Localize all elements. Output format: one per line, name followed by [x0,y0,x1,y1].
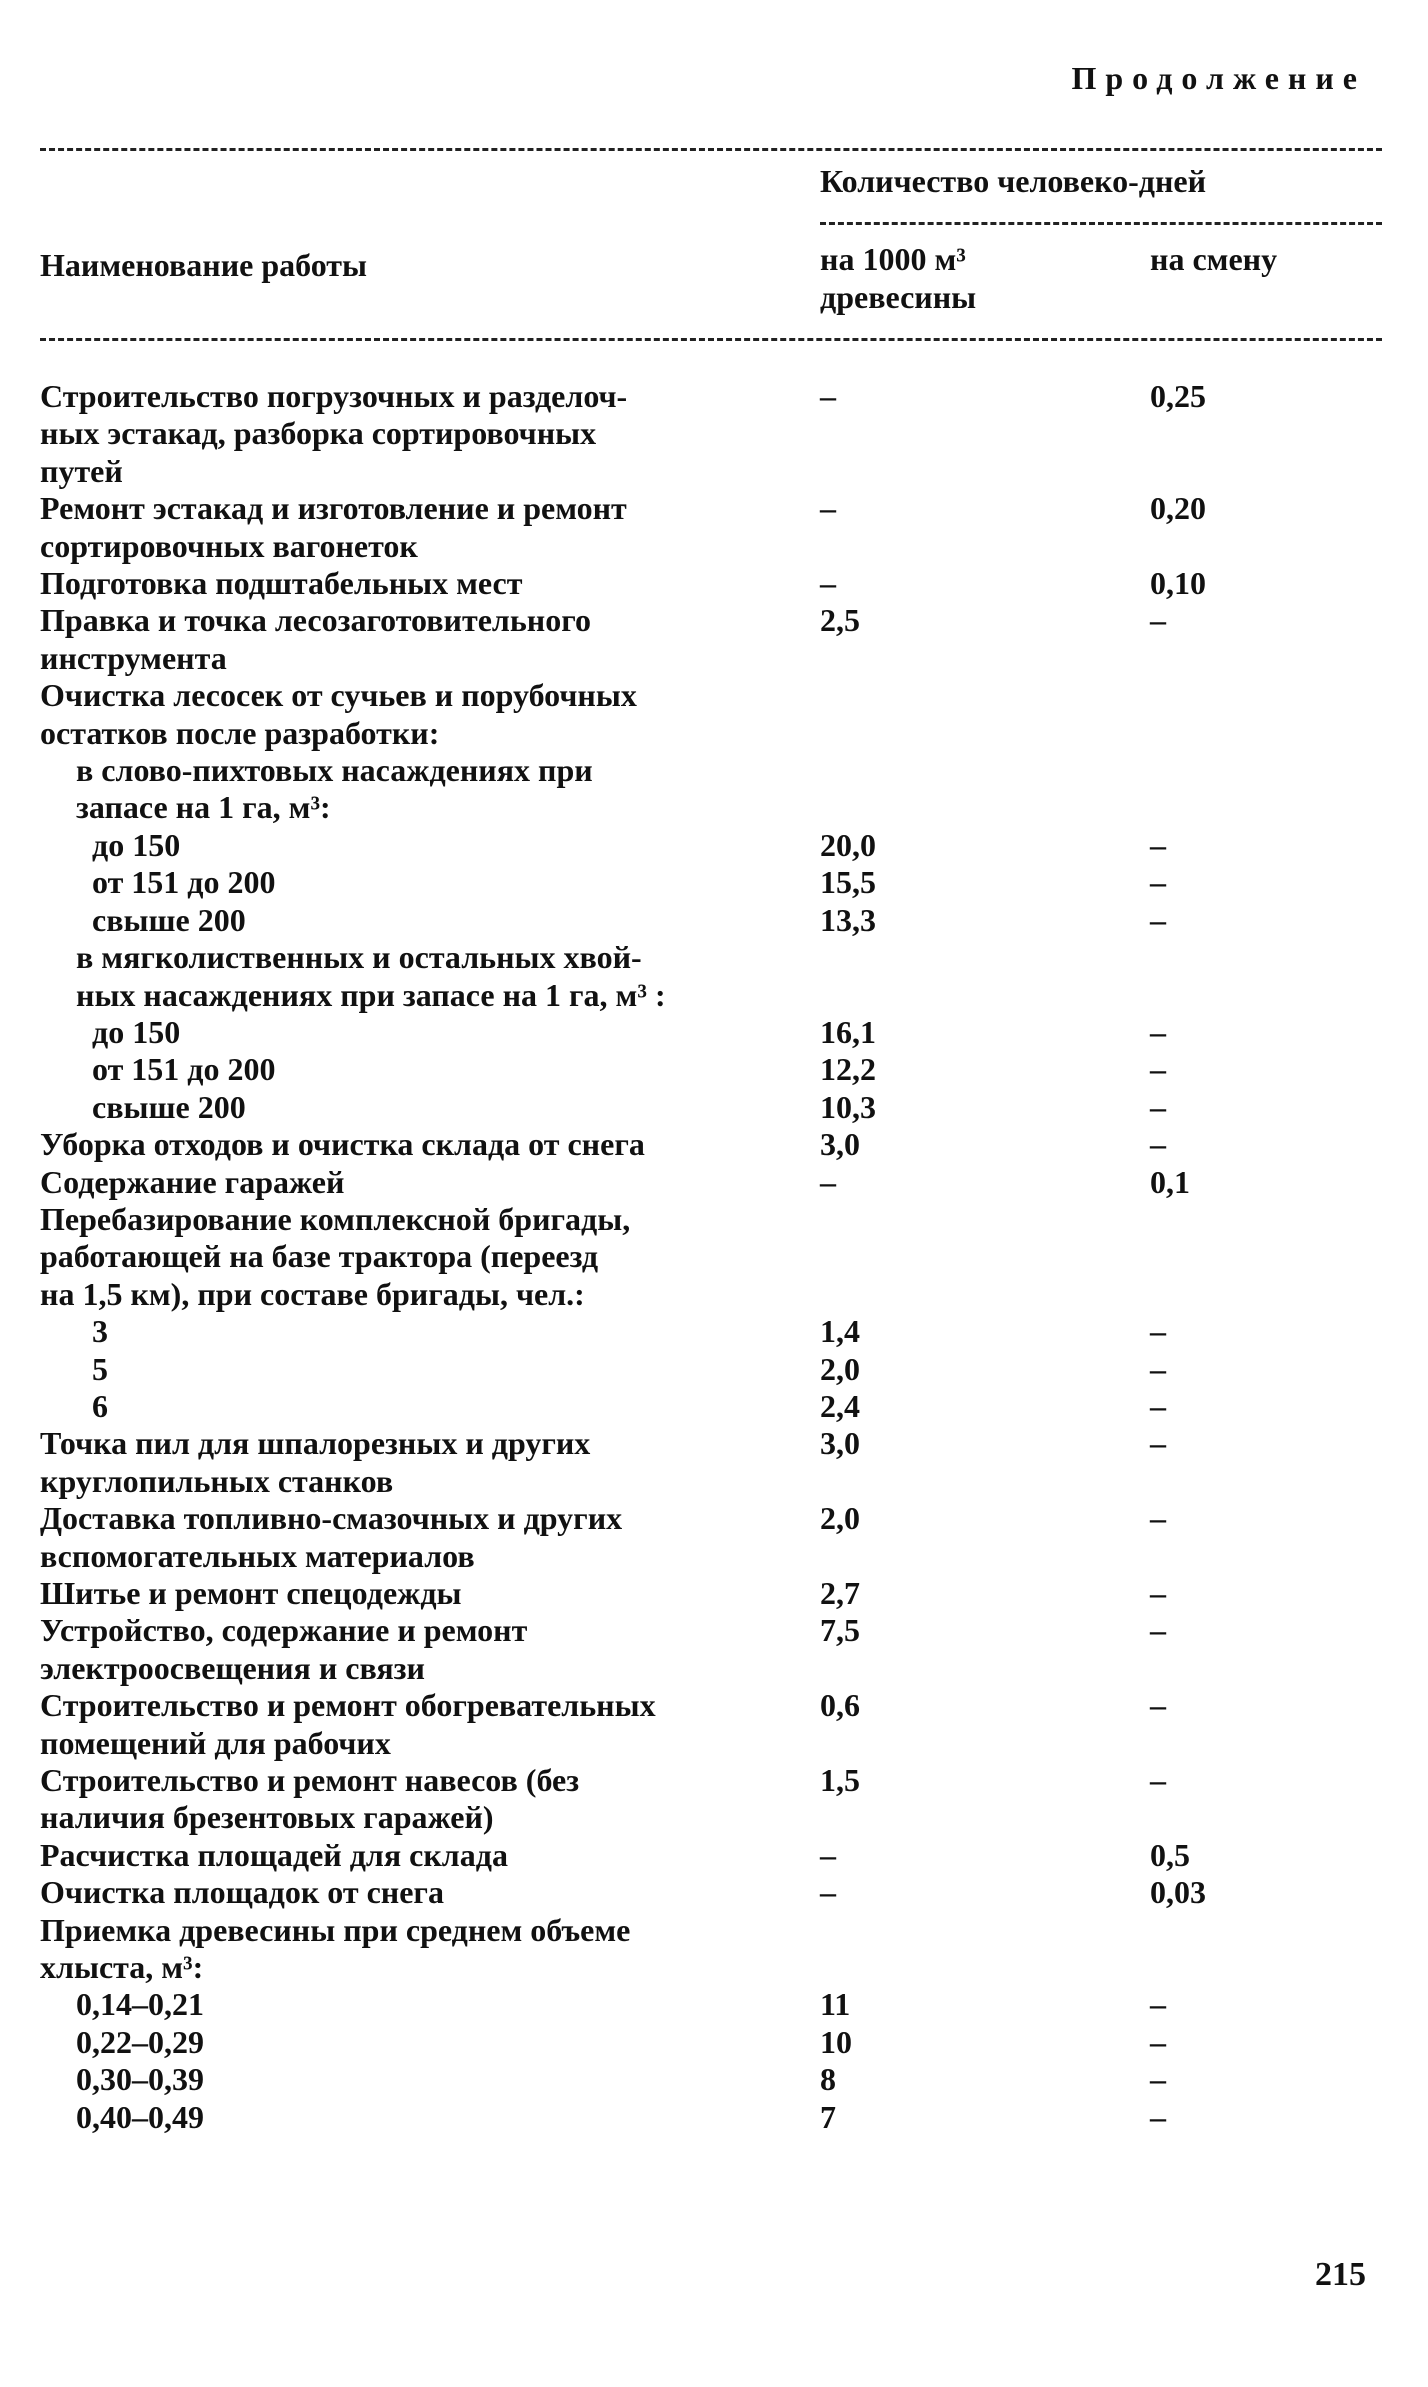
per-shift-cell: – [1150,2098,1166,2135]
per-1000-m3-cell: 3,0 [820,1425,860,1462]
work-name-cell: Приемка древесины при среднем объеме хлыста, м³: [40,1911,631,1986]
table-row [40,1051,1382,1088]
per-1000-m3-cell: 2,5 [820,602,860,639]
per-1000-m3-cell: 2,4 [820,1387,860,1424]
per-1000-m3-cell: 20,0 [820,826,876,863]
table-row [40,902,1382,939]
table-top-rule [40,148,1382,151]
table-row [40,490,1382,565]
table-row [40,677,1382,752]
per-1000-m3-cell: – [820,565,836,602]
per-shift-cell: 0,10 [1150,565,1206,602]
continuation-label: Продолжение [1071,60,1366,96]
per-1000-m3-cell: – [820,1836,836,1873]
work-name-cell: Перебазирование комплексной бригады, работающей на базе трактора (переезд на 1,5 км), при составе бригады, чел.: [40,1200,631,1312]
per-shift-cell: – [1150,1013,1166,1050]
table-row [40,1164,1382,1201]
table-row [40,2024,1382,2061]
table-row [40,1986,1382,2023]
per-shift-cell: – [1150,602,1166,639]
work-name-cell: Очистка площадок от снега [40,1874,444,1911]
per-shift-cell: – [1150,1350,1166,1387]
per-shift-cell: – [1150,1387,1166,1424]
work-name-cell: Очистка лесосек от сучьев и порубочных остатков после разработки: [40,677,637,751]
work-name-cell: Устройство, содержание и ремонт электроосвещения и связи [40,1612,528,1686]
per-shift-cell: 0,20 [1150,490,1206,527]
per-1000-m3-cell: 2,0 [820,1500,860,1537]
per-shift-cell: – [1150,1575,1166,1611]
work-name-cell: 5 [92,1350,108,1387]
table-row [40,602,1382,677]
work-name-cell: 6 [92,1387,108,1424]
table-row [40,1201,1382,1313]
header-per-1000-m3: на 1000 м³ древесины [820,241,977,315]
table-row [40,378,1382,490]
per-shift-cell: – [1150,1500,1166,1537]
work-name-cell: Строительство и ремонт обогревательных помещений для рабочих [40,1687,656,1761]
per-1000-m3-cell: 12,2 [820,1051,876,1088]
work-name-cell: Подготовка подштабельных мест [40,565,523,602]
per-shift-cell: – [1150,1313,1166,1350]
per-1000-m3-cell: 11 [820,1986,851,2023]
work-name-cell: свыше 200 [92,901,246,938]
per-1000-m3-cell: 7,5 [820,1612,860,1649]
per-shift-cell: – [1150,826,1166,863]
header-group-rule [820,222,1382,225]
per-1000-m3-cell: – [820,1874,836,1911]
table-row [40,1089,1382,1126]
header-per-shift: на смену [1150,241,1278,277]
header-work-name: Наименование работы [40,247,367,283]
table-row [40,1687,1382,1762]
table-row [40,1612,1382,1687]
table-row [40,2099,1382,2136]
work-name-cell: от 151 до 200 [92,864,276,901]
table-row [40,1874,1382,1911]
per-1000-m3-cell: 15,5 [820,864,876,901]
table-row [40,1126,1382,1163]
table-row [40,1388,1382,1425]
per-shift-cell: – [1150,1986,1166,2023]
per-shift-cell: – [1150,901,1166,938]
table-row [40,1425,1382,1500]
per-1000-m3-cell: 3,0 [820,1126,860,1163]
work-name-cell: Строительство погрузочных и разделоч- ных эстакад, разборка сортировочных путей [40,378,628,489]
work-name-cell: Ремонт эстакад и изготовление и ремонт сортировочных вагонеток [40,490,627,564]
per-shift-cell: – [1150,1088,1166,1125]
table-row [40,1014,1382,1051]
per-1000-m3-cell: 7 [820,2098,836,2135]
per-shift-cell: – [1150,1612,1166,1649]
per-1000-m3-cell: 13,3 [820,901,876,938]
per-1000-m3-cell: 1,5 [820,1762,860,1799]
work-name-cell: в слово-пихтовых насаждениях при запасе на 1 га, м³: [76,752,593,826]
per-shift-cell: – [1150,1051,1166,1088]
per-shift-cell: 0,1 [1150,1163,1190,1200]
table-row [40,1351,1382,1388]
per-1000-m3-cell: – [820,1163,836,1200]
per-1000-m3-cell: 16,1 [820,1013,876,1050]
per-shift-cell: 0,25 [1150,378,1206,414]
work-name-cell: 0,14–0,21 [76,1986,204,2023]
table-row [40,827,1382,864]
header-bottom-rule [40,338,1382,341]
work-name-cell: Шитье и ремонт спецодежды [40,1575,462,1611]
table-body [40,378,1382,2136]
table-row [40,1500,1382,1575]
per-1000-m3-cell: 8 [820,2061,836,2098]
header-quantity-group: Количество человеко-дней [820,163,1207,199]
work-name-cell: в мягколиственных и остальных хвой- ных насаждениях при запасе на 1 га, м³ : [76,939,666,1013]
work-name-cell: Правка и точка лесозаготовительного инструмента [40,602,591,676]
work-name-cell: от 151 до 200 [92,1051,276,1088]
table-row [40,1575,1382,1612]
per-1000-m3-cell: – [820,490,836,527]
work-name-cell: Содержание гаражей [40,1163,345,1200]
per-shift-cell: – [1150,1687,1166,1724]
per-shift-cell: 0,5 [1150,1836,1190,1873]
table-row [40,565,1382,602]
table-row [40,1912,1382,1987]
per-shift-cell: – [1150,1762,1166,1799]
table-row [40,2061,1382,2098]
work-name-cell: до 150 [92,826,181,863]
work-name-cell: Доставка топливно-смазочных и других вспомогательных материалов [40,1500,623,1574]
per-shift-cell: 0,03 [1150,1874,1206,1911]
page-number: 215 [1315,2256,1366,2293]
per-1000-m3-cell: 10,3 [820,1088,876,1125]
work-name-cell: 0,40–0,49 [76,2098,204,2135]
table-row [40,752,1382,827]
work-name-cell: Расчистка площадей для склада [40,1836,508,1873]
work-name-cell: до 150 [92,1013,181,1050]
work-name-cell: Уборка отходов и очистка склада от снега [40,1126,645,1163]
table-row [40,1762,1382,1837]
per-1000-m3-cell: 0,6 [820,1687,860,1724]
work-name-cell: Точка пил для шпалорезных и других круглопильных станков [40,1425,591,1499]
per-shift-cell: – [1150,864,1166,901]
per-shift-cell: – [1150,2061,1166,2098]
work-name-cell: 3 [92,1313,108,1350]
per-1000-m3-cell: 1,4 [820,1313,860,1350]
per-shift-cell: – [1150,1126,1166,1163]
per-1000-m3-cell: – [820,378,836,414]
work-name-cell: свыше 200 [92,1088,246,1125]
table-row [40,1837,1382,1874]
table-row [40,864,1382,901]
table-row [40,1313,1382,1350]
work-name-cell: 0,30–0,39 [76,2061,204,2098]
per-1000-m3-cell: 2,0 [820,1350,860,1387]
work-name-cell: Строительство и ремонт навесов (без наличия брезентовых гаражей) [40,1762,580,1836]
per-1000-m3-cell: 10 [820,2023,852,2060]
per-shift-cell: – [1150,2023,1166,2060]
per-shift-cell: – [1150,1425,1166,1462]
table-row [40,939,1382,1014]
per-1000-m3-cell: 2,7 [820,1575,860,1611]
work-name-cell: 0,22–0,29 [76,2023,204,2060]
